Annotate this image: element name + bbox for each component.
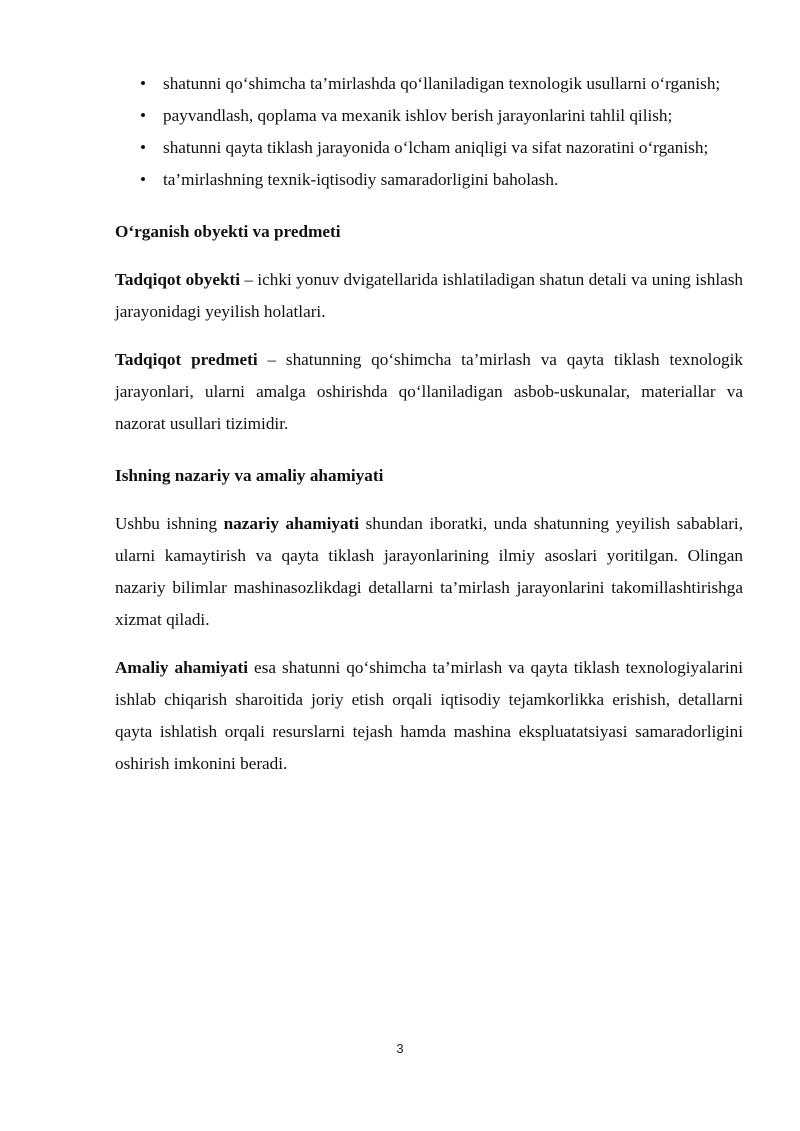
practical-significance-paragraph xyxy=(115,652,743,780)
list-item xyxy=(115,132,743,164)
list-item xyxy=(115,164,743,196)
theoretical-significance-label: nazariy ahamiyati xyxy=(223,514,360,533)
research-object-paragraph xyxy=(115,264,743,328)
objectives-list xyxy=(115,68,743,196)
list-item-text: payvandlash, qoplama va mexanik ishlov berish jarayonlarini tahlil qilish; xyxy=(163,106,673,125)
page-content xyxy=(115,68,743,780)
list-item xyxy=(115,68,743,100)
list-item-text: shatunni qayta tiklash jarayonida o‘lcham aniqligi va sifat nazoratini o‘rganish; xyxy=(163,138,709,157)
section-heading-object-subject: O‘rganish obyekti va predmeti xyxy=(115,222,341,241)
research-subject-label: Tadqiqot predmeti xyxy=(115,350,258,369)
bullet-icon: • xyxy=(140,138,147,157)
bullet-icon: • xyxy=(140,106,147,125)
research-subject-text: – shatunning qo‘shimcha ta’mirlash va qayta tiklash texnologik jarayonlari, ularni amalga oshirishda qo‘llaniladigan asbob-uskunalar, materiallar va nazorat usullari tizimidir. xyxy=(115,350,744,433)
bullet-icon: • xyxy=(140,74,147,93)
section-heading-significance: Ishning nazariy va amaliy ahamiyati xyxy=(115,466,384,485)
practical-significance-label: Amaliy ahamiyati xyxy=(115,658,249,677)
practical-significance-text: esa shatunni qo‘shimcha ta’mirlash va qayta tiklash texnologiyalarini ishlab chiqarish sharoitida joriy etish orqali iqtisodiy tejamkorlikka erishish, detallarni qayta ishlatish orqali resurslarni tejash hamda mashina ekspluatatsiyasi samaradorligini oshirish imkonini beradi. xyxy=(115,658,744,773)
theoretical-prefix: Ushbu ishning xyxy=(115,514,224,533)
page-number: 3 xyxy=(396,1041,404,1056)
bullet-icon: • xyxy=(140,170,147,189)
list-item-text: shatunni qo‘shimcha ta’mirlashda qo‘llaniladigan texnologik usullarni o‘rganish; xyxy=(163,74,721,93)
list-item xyxy=(115,100,743,132)
list-item-text: ta’mirlashning texnik-iqtisodiy samaradorligini baholash. xyxy=(163,170,559,189)
theoretical-significance-text: shundan iboratki, unda shatunning yeyilish sabablari, ularni kamaytirish va qayta tiklash jarayonlarining ilmiy asoslari yoritilgan. Olingan nazariy bilimlar mashinasozlikdagi detallarni ta’mirlash jarayonlarini takomillashtirishga xizmat qiladi. xyxy=(115,514,744,629)
research-object-label: Tadqiqot obyekti xyxy=(115,270,241,289)
research-subject-paragraph xyxy=(115,344,743,440)
theoretical-significance-paragraph xyxy=(115,508,743,636)
research-object-text: – ichki yonuv dvigatellarida ishlatiladigan shatun detali va uning ishlash jarayonidagi yeyilish holatlari. xyxy=(115,270,743,321)
